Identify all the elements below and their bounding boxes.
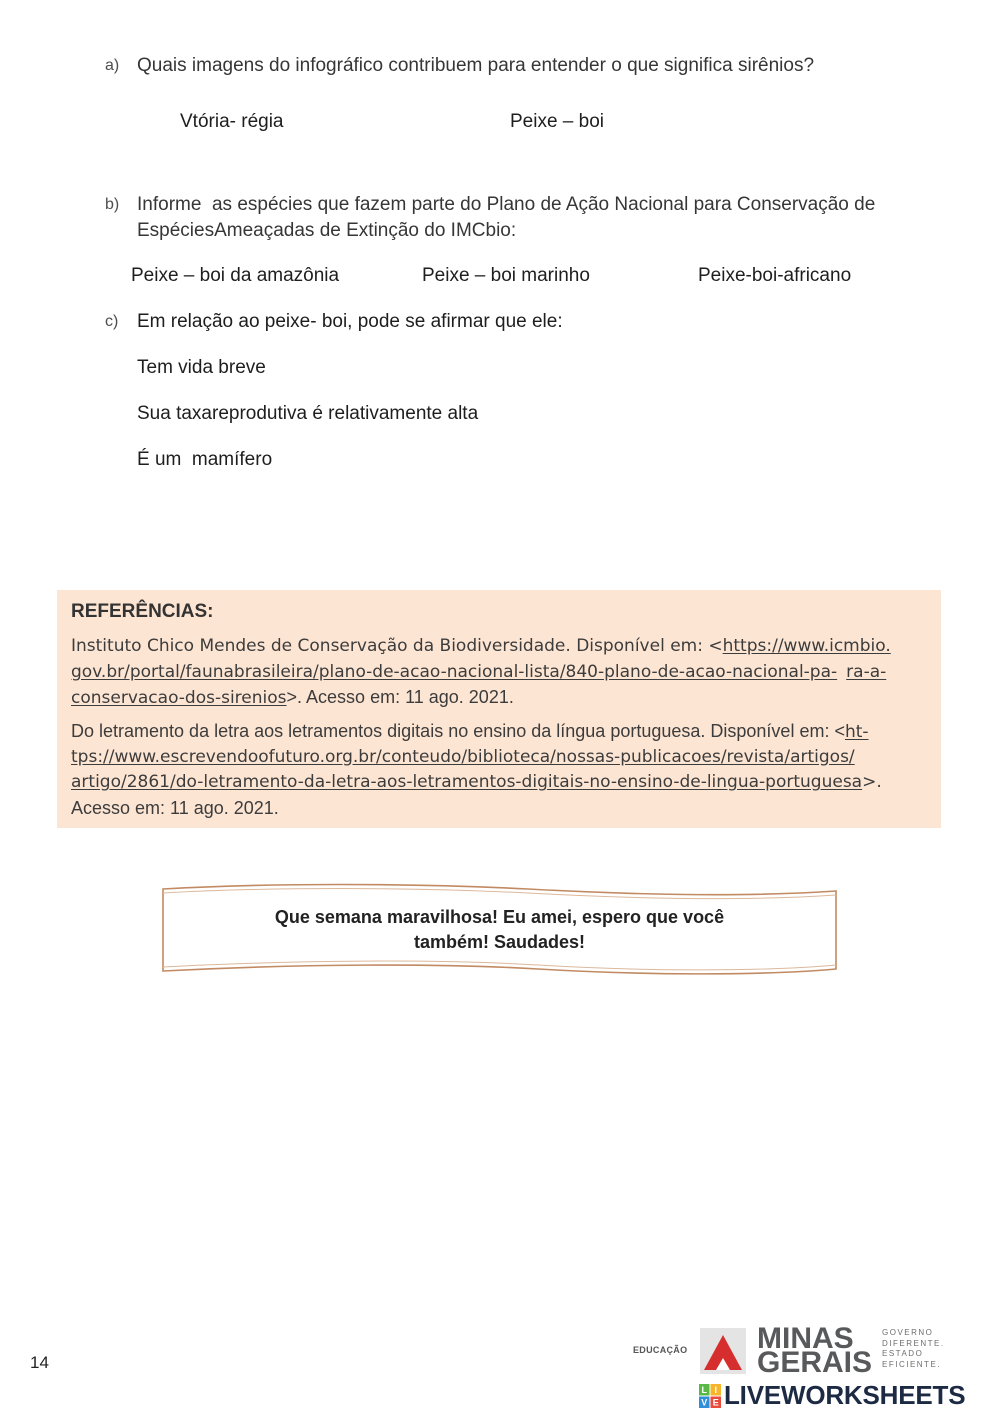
- reference-line: [71, 660, 931, 686]
- reference-link[interactable]: ra-a-: [846, 661, 887, 682]
- state-name: [757, 1322, 873, 1379]
- references-list: [71, 634, 931, 821]
- references-box: [57, 590, 941, 828]
- reference-text: >.: [862, 772, 882, 792]
- minas-gerais-triangle-icon: [700, 1328, 746, 1374]
- question-c-text: Em relação ao peixe- boi, pode se afirmar que ele:: [137, 311, 563, 332]
- question-c-label: c): [105, 313, 119, 330]
- liveworksheets-brand[interactable]: LIVEWORKSHEETS: [724, 1380, 966, 1410]
- reference-text: Instituto Chico Mendes de Conservação da Biodiversidade. Disponível em: <: [71, 636, 723, 656]
- question-b-text-line-2: EspéciesAmeaçadas de Extinção do IMCbio:: [137, 220, 517, 241]
- answer-b-3[interactable]: Peixe-boi-africano: [698, 265, 852, 286]
- reference-access-date: Acesso em: 11 ago. 2021.: [71, 797, 279, 818]
- reference-link[interactable]: gov.br/portal/faunabrasileira/plano-de-acao-nacional-lista/840-plano-de-acao-nacional-pa-: [71, 661, 838, 682]
- closing-banner: [158, 880, 842, 980]
- reference-item: [71, 634, 931, 711]
- reference-line: [71, 745, 931, 771]
- reference-item: [71, 719, 931, 821]
- reference-line: [71, 634, 931, 660]
- reference-line: [71, 719, 931, 745]
- answer-a-2[interactable]: Peixe – boi: [510, 111, 605, 132]
- icon-letter: L: [701, 1385, 707, 1395]
- reference-link[interactable]: tps://www.escrevendoofuturo.org.br/conteudo/biblioteca/nossas-publicacoes/revista/artigos/: [71, 746, 855, 767]
- icon-letter: E: [712, 1397, 719, 1408]
- answer-c-1[interactable]: Tem vida breve: [137, 357, 266, 378]
- question-b-label: b): [105, 196, 120, 213]
- banner-line-2: também! Saudades!: [413, 932, 586, 952]
- banner-line-1: Que semana maravilhosa! Eu amei, espero que você: [274, 907, 725, 927]
- page-number: 14: [30, 1353, 49, 1372]
- education-label: EDUCAÇÃO: [633, 1345, 688, 1355]
- government-slogan: [882, 1328, 945, 1370]
- question-a-label: a): [105, 57, 120, 74]
- state-name-line-2: GERAIS: [757, 1346, 873, 1379]
- reference-link[interactable]: conservacao-dos-sirenios: [71, 688, 287, 708]
- liveworksheets-icon: [699, 1384, 721, 1408]
- reference-link[interactable]: https://www.icmbio.: [722, 636, 891, 656]
- reference-line: [71, 685, 931, 711]
- answer-b-2[interactable]: Peixe – boi marinho: [422, 265, 590, 286]
- references-heading: REFERÊNCIAS:: [71, 601, 214, 622]
- state-name-line-1: MINAS: [757, 1322, 854, 1355]
- slogan-line: DIFERENTE.: [882, 1338, 945, 1348]
- question-b-text-line-1: Informe as espécies que fazem parte do Plano de Ação Nacional para Conservação de: [137, 194, 876, 215]
- reference-link[interactable]: artigo/2861/do-letramento-da-letra-aos-letramentos-digitais-no-ensino-de-lingua-portuguesa: [71, 772, 863, 792]
- reference-line: [71, 770, 931, 796]
- icon-letter: I: [714, 1385, 718, 1395]
- slogan-line: ESTADO: [882, 1349, 924, 1358]
- slogan-line: GOVERNO: [882, 1328, 934, 1337]
- answer-a-1[interactable]: Vtória- régia: [180, 111, 284, 132]
- answer-b-1[interactable]: Peixe – boi da amazônia: [131, 265, 340, 286]
- reference-access-date: >. Acesso em: 11 ago. 2021.: [286, 687, 514, 707]
- reference-text: Do letramento da letra aos letramentos digitais no ensino da língua portuguesa. Disponível em: <: [71, 721, 845, 741]
- banner-message: [163, 905, 836, 955]
- question-a-text: Quais imagens do infográfico contribuem para entender o que significa sirênios?: [137, 55, 815, 76]
- slogan-line: EFICIENTE.: [882, 1359, 942, 1369]
- answer-c-3[interactable]: É um mamífero: [137, 449, 273, 470]
- icon-letter: V: [701, 1397, 708, 1408]
- reference-line: [71, 796, 931, 822]
- answer-c-2[interactable]: Sua taxareprodutiva é relativamente alta: [137, 403, 479, 424]
- reference-link[interactable]: ht-: [844, 722, 869, 742]
